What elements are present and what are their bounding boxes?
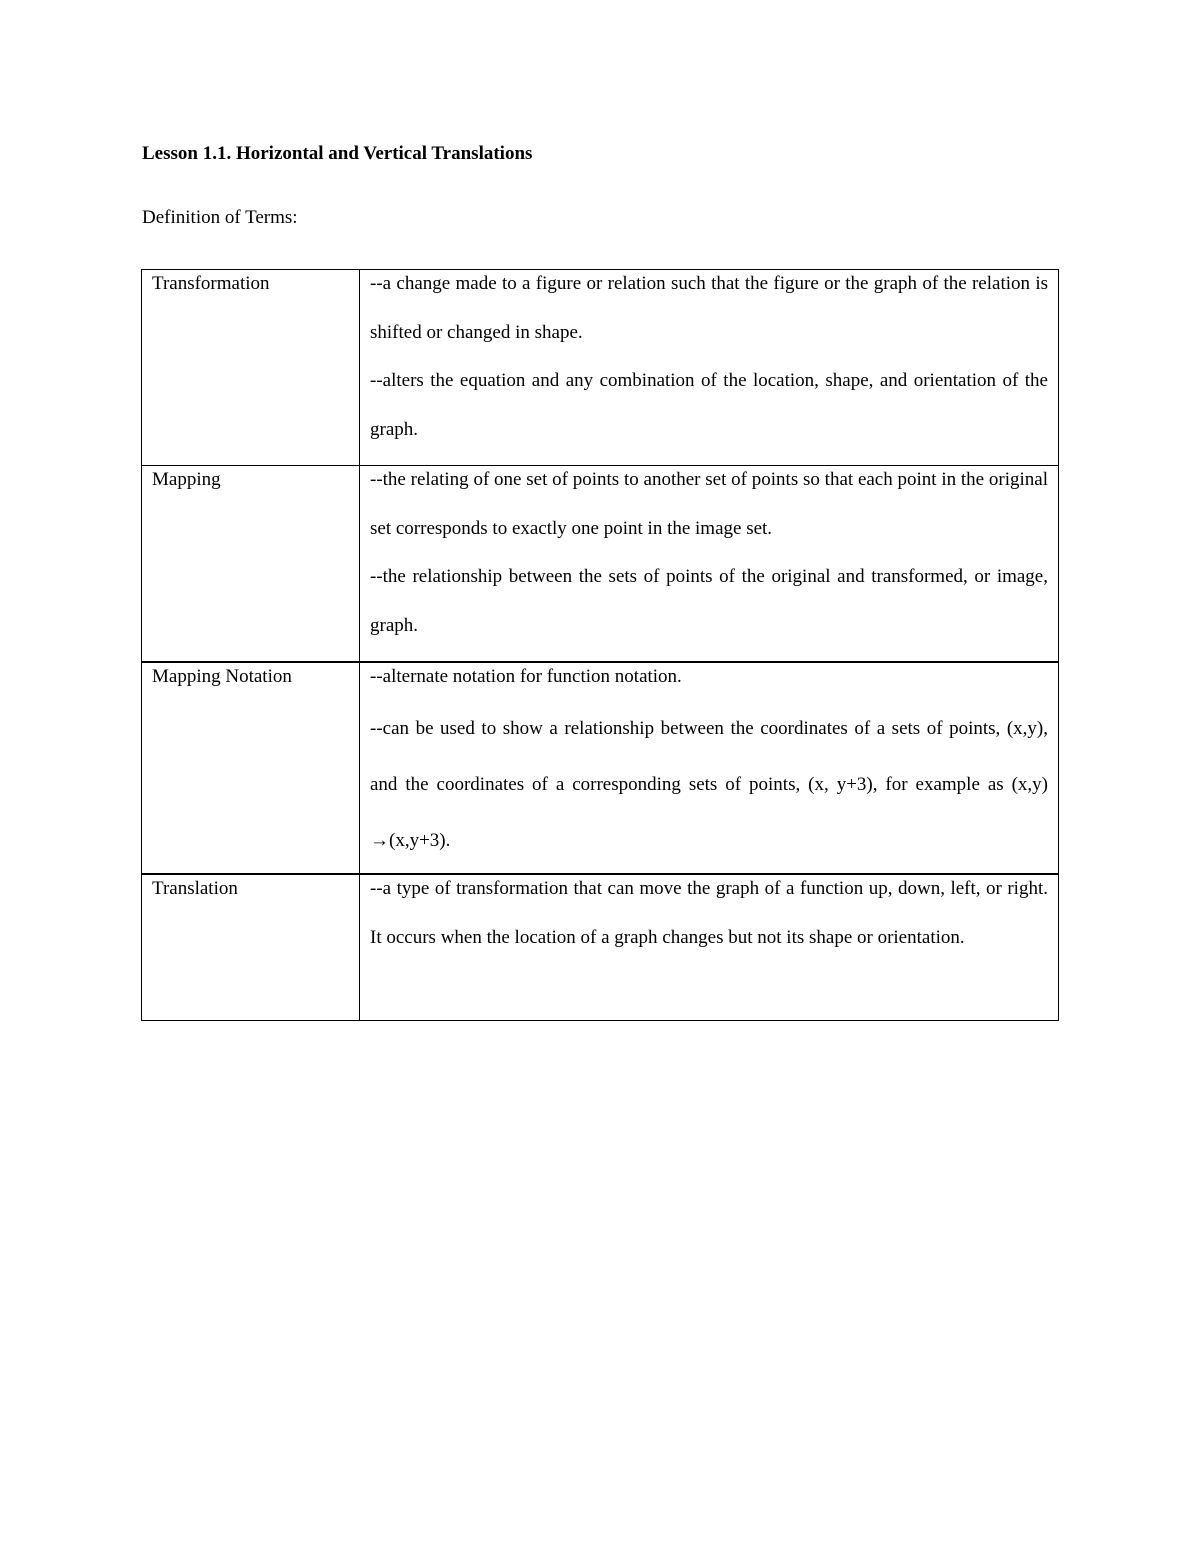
section-label: Definition of Terms: — [142, 207, 298, 228]
page-title: Lesson 1.1. Horizontal and Vertical Translations — [142, 143, 533, 164]
definition-cell — [360, 874, 1059, 1020]
term-label: Mapping — [152, 469, 221, 490]
term-label: Mapping Notation — [152, 665, 292, 687]
definition-text: --a change made to a figure or relation such that the figure or the graph of the relation is shifted or changed in shape. — [370, 273, 1048, 343]
term-cell — [142, 270, 360, 466]
term-label: Translation — [152, 878, 238, 899]
term-cell — [142, 466, 360, 662]
definition-text: --alters the equation and any combination of the location, shape, and orientation of the graph. — [370, 370, 1048, 440]
term-cell — [142, 874, 360, 1020]
definition-text: --can be used to show a relationship between the coordinates of a sets of points, (x,y), and the coordinates of a corresponding sets of points, (x, y+3), for example as (x,y) →(x,y+3). — [370, 718, 1048, 851]
table-row — [142, 662, 1059, 875]
term-cell — [142, 662, 360, 875]
definition-text: --the relating of one set of points to another set of points so that each point in the original set corresponds to exactly one point in the image set. — [370, 469, 1048, 539]
definition-text: --a type of transformation that can move the graph of a function up, down, left, or right. It occurs when the location of a graph changes but not its shape or orientation. — [370, 878, 1048, 948]
table-row — [142, 874, 1059, 1020]
definition-cell — [360, 270, 1059, 466]
definition-text: --the relationship between the sets of points of the original and transformed, or image, graph. — [370, 566, 1048, 636]
definition-cell — [360, 466, 1059, 662]
table-row — [142, 466, 1059, 662]
definitions-table — [141, 269, 1059, 1021]
definition-cell — [360, 662, 1059, 875]
term-label: Transformation — [152, 273, 270, 294]
table-row — [142, 270, 1059, 466]
definition-text: --alternate notation for function notation. — [370, 665, 682, 687]
